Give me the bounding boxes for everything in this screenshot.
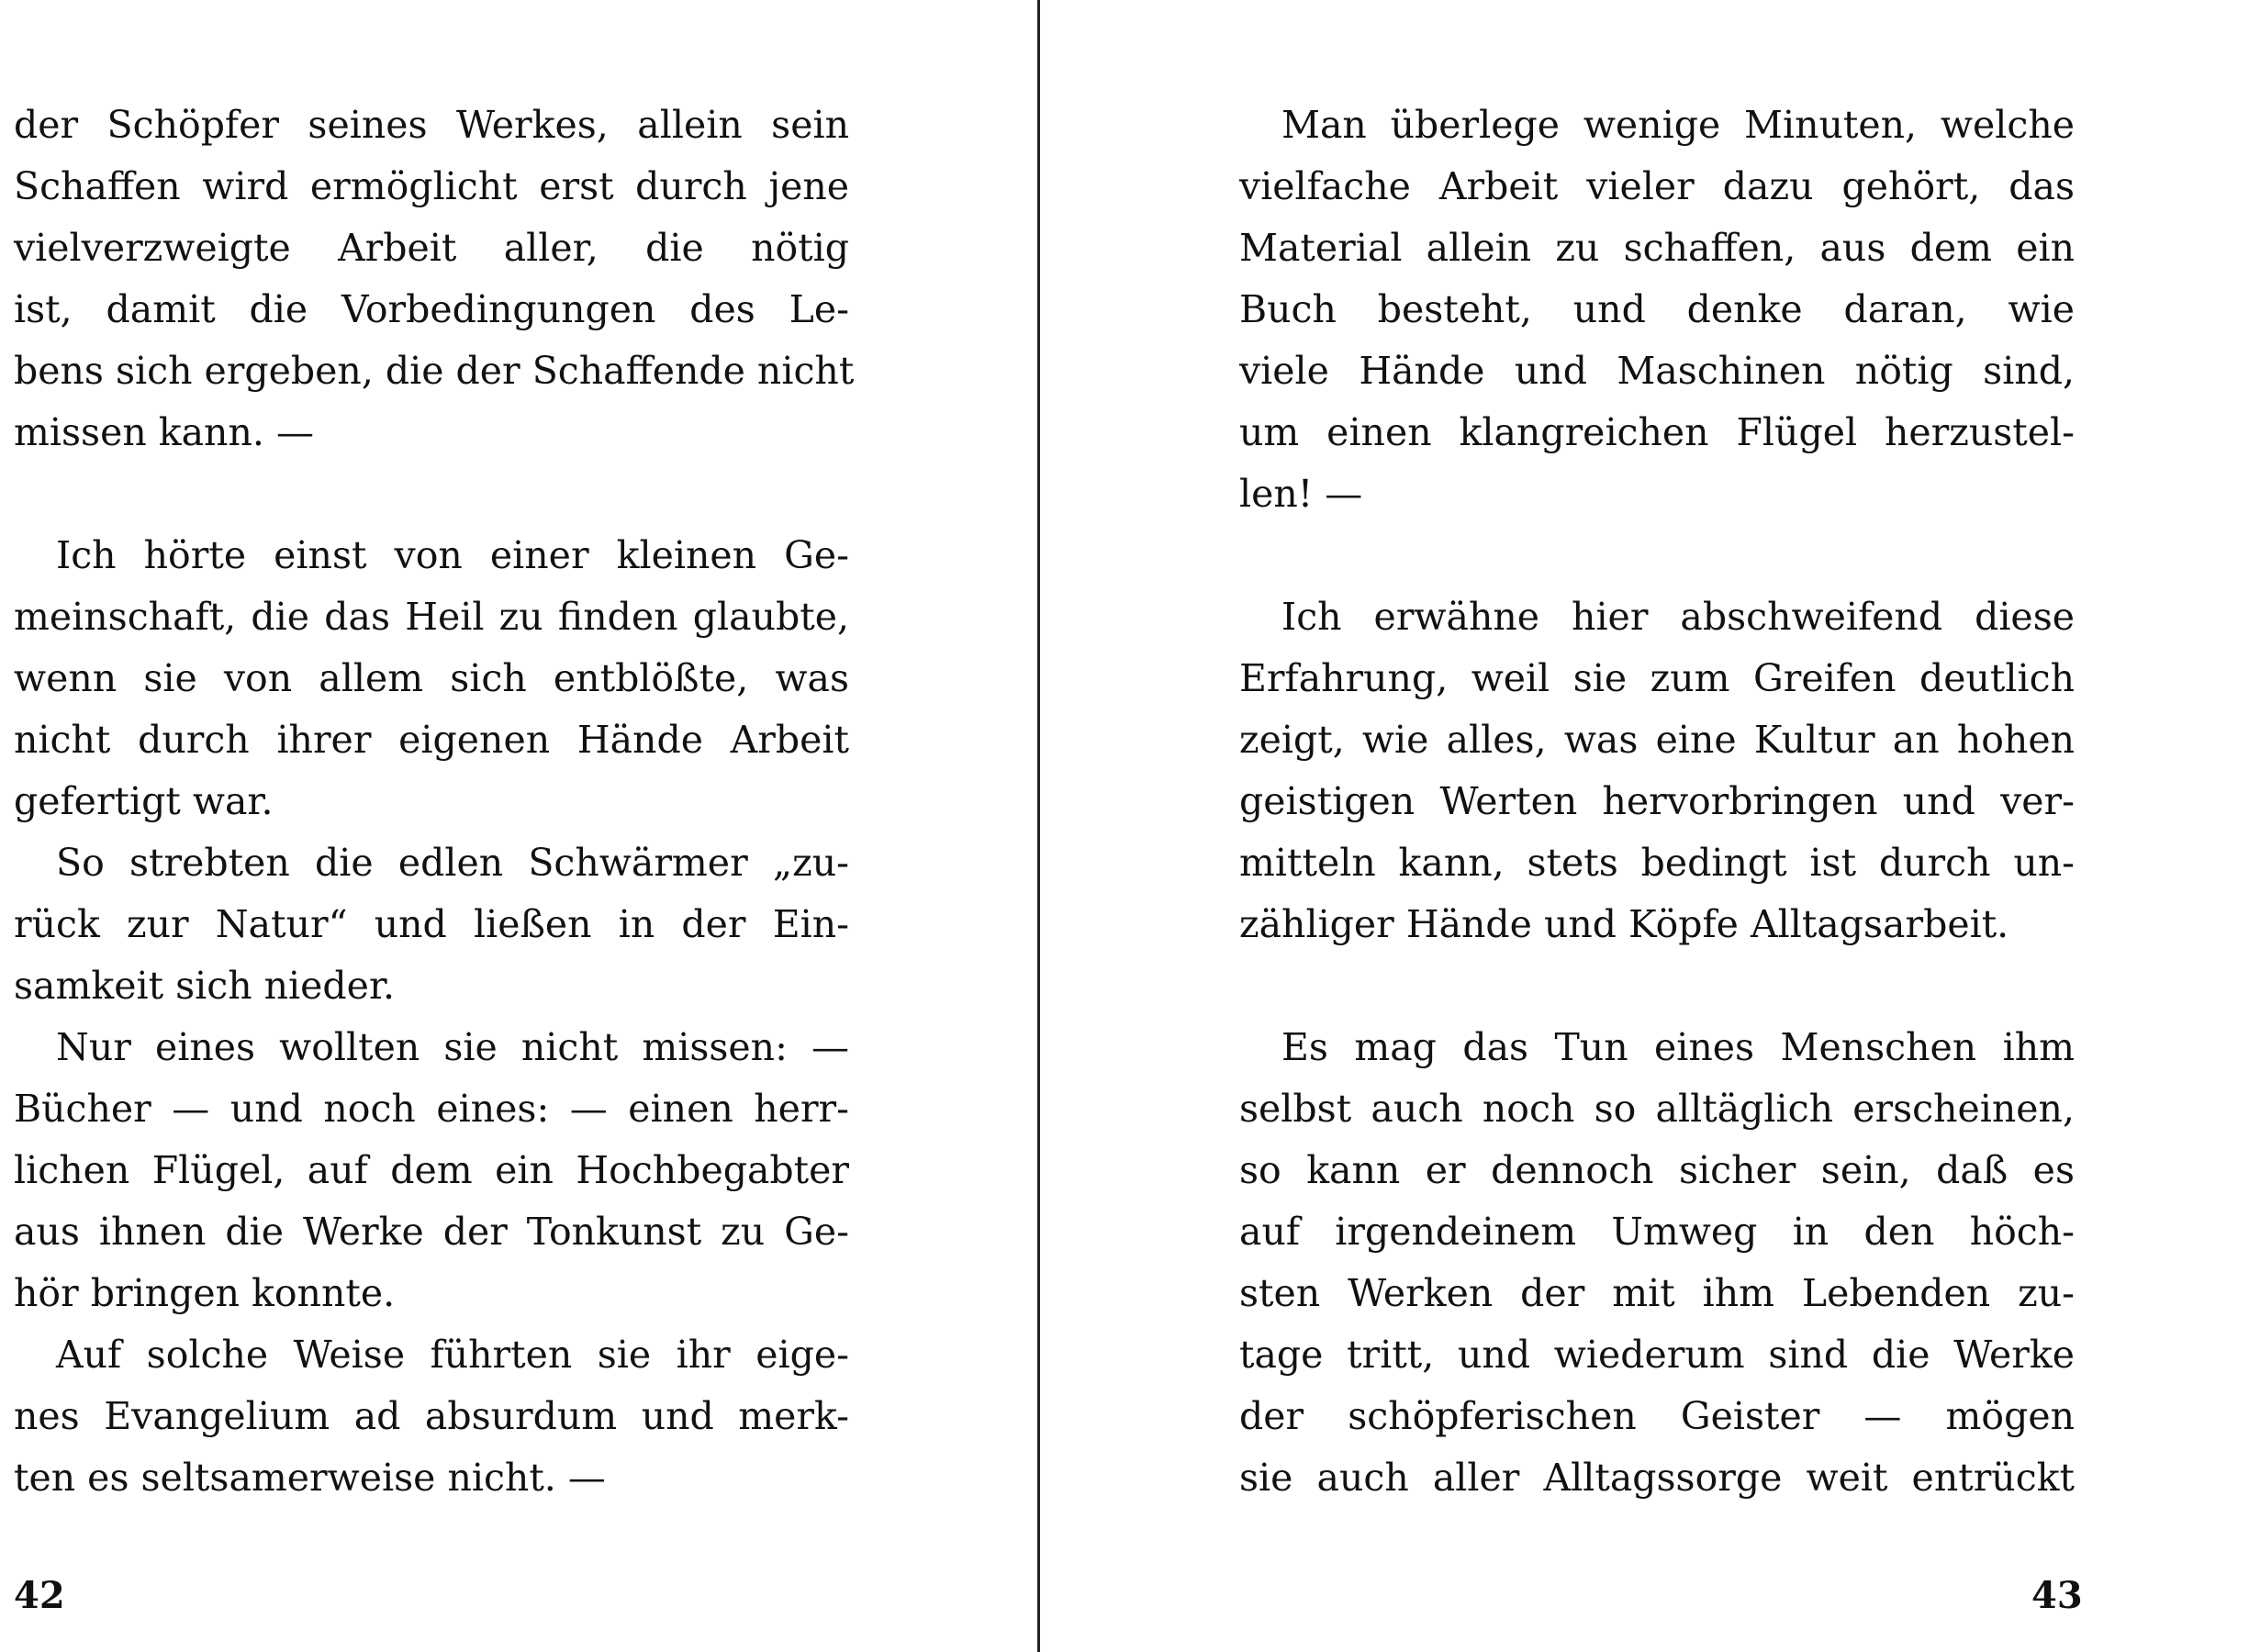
text-line: mitteln kann, stets bedingt ist durch un-	[1239, 841, 2075, 885]
text-line: zeigt, wie alles, was eine Kultur an hohen	[1239, 718, 2075, 762]
text-line: vielfache Arbeit vieler dazu gehört, das	[1239, 164, 2075, 208]
text-line: Bücher — und noch eines: — einen herr-	[14, 1087, 849, 1131]
text-line: Man überlege wenige Minuten, welche	[1281, 103, 2075, 147]
text-line: Auf solche Weise führten sie ihr eige-	[56, 1333, 849, 1377]
text-line: samkeit sich nieder.	[14, 964, 396, 1008]
page-number: 43	[2031, 1574, 2083, 1617]
text-line: Es mag das Tun eines Menschen ihm	[1281, 1025, 2075, 1069]
text-line: hör bringen konnte.	[14, 1271, 396, 1315]
text-line: um einen klangreichen Flügel herzustel-	[1239, 410, 2075, 454]
text-line: Ich hörte einst von einer kleinen Ge-	[56, 533, 849, 577]
text-line: viele Hände und Maschinen nötig sind,	[1239, 349, 2075, 393]
paragraph-gap	[14, 463, 849, 525]
text-line: auf irgendeinem Umweg in den höch-	[1239, 1210, 2075, 1254]
text-line: aus ihnen die Werke der Tonkunst zu Ge-	[14, 1210, 849, 1254]
text-line: sten Werken der mit ihm Lebenden zu-	[1239, 1271, 2075, 1315]
text-line: meinschaft, die das Heil zu finden glaubte,	[14, 595, 849, 639]
text-line: So strebten die edlen Schwärmer „zu-	[56, 841, 849, 885]
text-line: len! —	[1239, 472, 1363, 516]
page-number: 42	[14, 1574, 65, 1617]
text-line: nes Evangelium ad absurdum und merk-	[14, 1394, 849, 1438]
text-line: bens sich ergeben, die der Schaffende nicht	[14, 349, 855, 393]
text-line: wenn sie von allem sich entblößte, was	[14, 656, 849, 700]
text-line: ist, damit die Vorbedingungen des Le-	[14, 287, 849, 331]
text-line: selbst auch noch so alltäglich erscheinen,	[1239, 1087, 2075, 1131]
text-line: geistigen Werten hervorbringen und ver-	[1239, 779, 2075, 823]
page-gutter	[1037, 0, 1040, 1652]
text-line: nicht durch ihrer eigenen Hände Arbeit	[14, 718, 849, 762]
text-line: rück zur Natur“ und ließen in der Ein-	[14, 902, 849, 946]
text-line: sie auch aller Alltagssorge weit entrückt	[1239, 1456, 2075, 1500]
text-line: so kann er dennoch sicher sein, daß es	[1239, 1148, 2075, 1192]
text-line: lichen Flügel, auf dem ein Hochbegabter	[14, 1148, 849, 1192]
left-page-text	[14, 95, 855, 1509]
text-line: ten es seltsamerweise nicht. —	[14, 1456, 606, 1500]
text-line: missen kann. —	[14, 410, 314, 454]
right-page-text	[1239, 95, 2075, 1509]
right-page	[1065, 0, 2249, 1652]
text-line: Erfahrung, weil sie zum Greifen deutlich	[1239, 656, 2075, 700]
text-line: zähliger Hände und Köpfe Alltagsarbeit.	[1239, 902, 2009, 946]
text-line: Ich erwähne hier abschweifend diese	[1281, 595, 2075, 639]
text-line: Nur eines wollten sie nicht missen: —	[56, 1025, 849, 1069]
paragraph-gap	[1239, 525, 2075, 586]
text-line: der schöpferischen Geister — mögen	[1239, 1394, 2075, 1438]
paragraph-gap	[1239, 955, 2075, 1017]
text-line: der Schöpfer seines Werkes, allein sein	[14, 103, 849, 147]
text-line: tage tritt, und wiederum sind die Werke	[1239, 1333, 2075, 1377]
text-line: Material allein zu schaffen, aus dem ein	[1239, 226, 2075, 270]
left-page	[0, 0, 1046, 1652]
text-line: vielverzweigte Arbeit aller, die nötig	[14, 226, 849, 270]
text-line: gefertigt war.	[14, 779, 274, 823]
text-line: Schaffen wird ermöglicht erst durch jene	[14, 164, 849, 208]
text-line: Buch besteht, und denke daran, wie	[1239, 287, 2075, 331]
